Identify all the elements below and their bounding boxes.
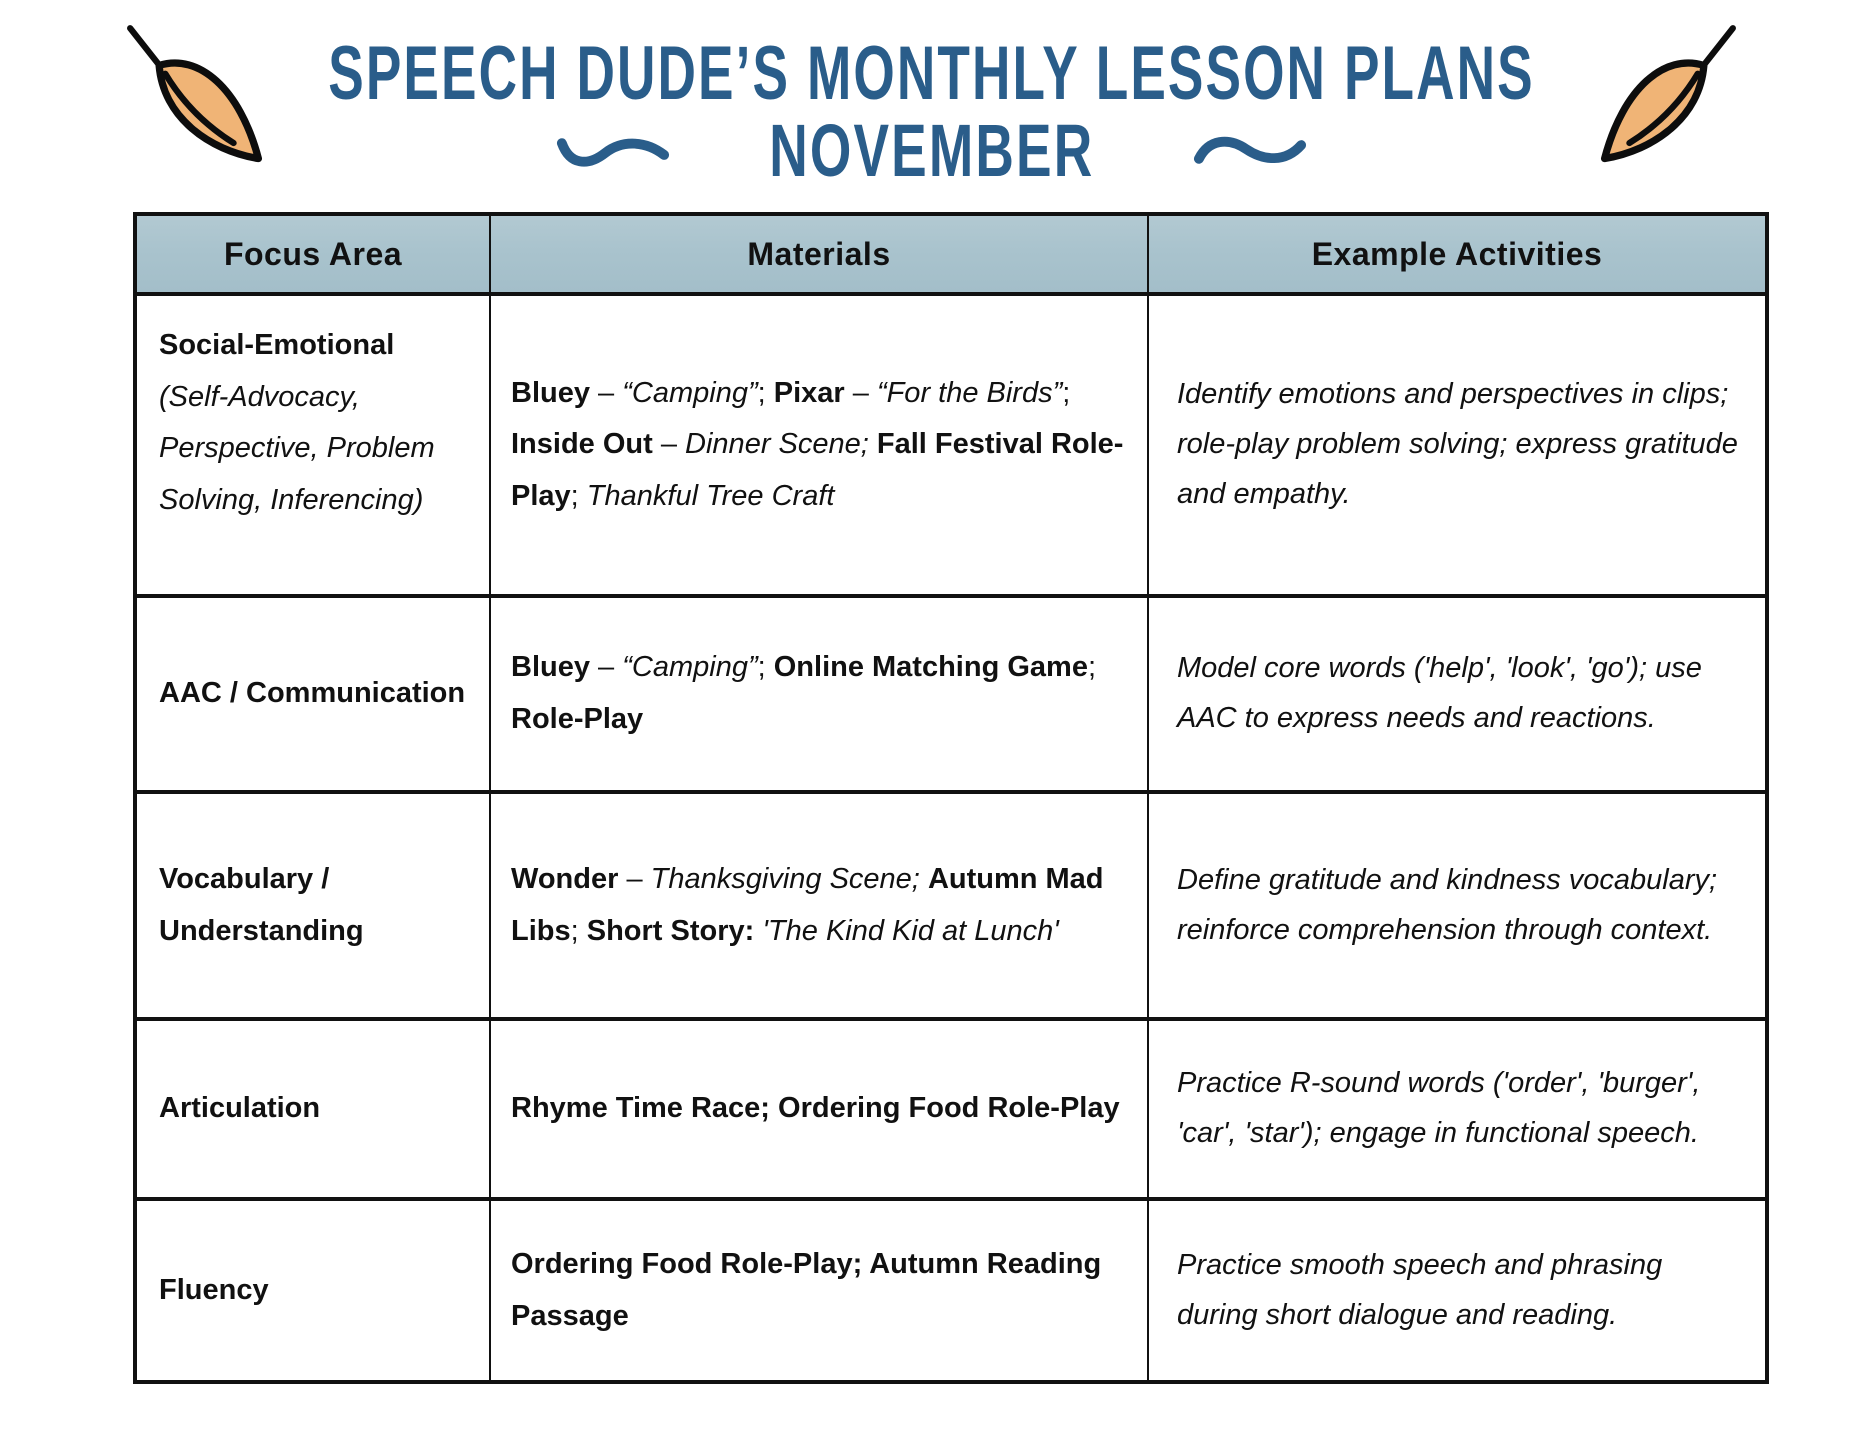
- activities-cell: Define gratitude and kindness vocabulary; reinforce comprehension through context.: [1149, 794, 1765, 1021]
- subtitle-row: [0, 108, 1863, 193]
- focus-area-label: Social-Emotional: [159, 329, 395, 361]
- focus-area-sublabel: (Self-Advocacy, Perspective, Problem Solving, Inferencing): [159, 380, 435, 516]
- focus-area-label: AAC / Communication: [159, 677, 466, 710]
- page-title: SPEECH DUDE’S MONTHLY LESSON PLANS: [328, 31, 1535, 116]
- squiggle-left-icon: [554, 128, 672, 174]
- lesson-plan-table: [133, 212, 1769, 1384]
- focus-area-label: Articulation: [159, 1092, 321, 1125]
- materials-cell: Wonder – Thanksgiving Scene; Autumn Mad Libs; Short Story: 'The Kind Kid at Lunch': [491, 794, 1149, 1021]
- materials-cell: Bluey – “Camping”; Pixar – “For the Birds”; Inside Out – Dinner Scene; Fall Festival Role-Play; Thankful Tree Craft: [491, 296, 1149, 598]
- materials-cell: Rhyme Time Race; Ordering Food Role-Play: [491, 1021, 1149, 1201]
- materials-cell: Bluey – “Camping”; Online Matching Game; Role-Play: [491, 598, 1149, 794]
- month-subtitle: NOVEMBER: [768, 109, 1095, 192]
- focus-cell-aac-communication: [137, 598, 491, 794]
- focus-area-label: Fluency: [159, 1273, 269, 1306]
- column-header-focus-area: Focus Area: [137, 216, 491, 296]
- column-header-example-activities: Example Activities: [1149, 216, 1765, 296]
- activities-cell: Practice smooth speech and phrasing during short dialogue and reading.: [1177, 1248, 1663, 1331]
- column-header-materials: Materials: [491, 216, 1149, 296]
- focus-cell-vocabulary-understanding: [137, 794, 491, 1021]
- squiggle-right-icon: [1191, 128, 1309, 174]
- focus-area-label: Vocabulary / Understanding: [159, 862, 364, 947]
- activities-cell: Identify emotions and perspectives in clips; role-play problem solving; express gratitude and empathy.: [1149, 296, 1765, 598]
- focus-cell-fluency: [137, 1201, 491, 1380]
- focus-cell-articulation: [137, 1021, 491, 1201]
- activities-cell: Model core words ('help', 'look', 'go'); use AAC to express needs and reactions.: [1149, 598, 1765, 794]
- activities-cell: Practice R-sound words ('order', 'burger', 'car', 'star'); engage in functional speech.: [1149, 1021, 1765, 1201]
- materials-cell: Ordering Food Role-Play; Autumn Reading Passage: [491, 1201, 1149, 1380]
- focus-cell-social-emotional: [137, 296, 491, 598]
